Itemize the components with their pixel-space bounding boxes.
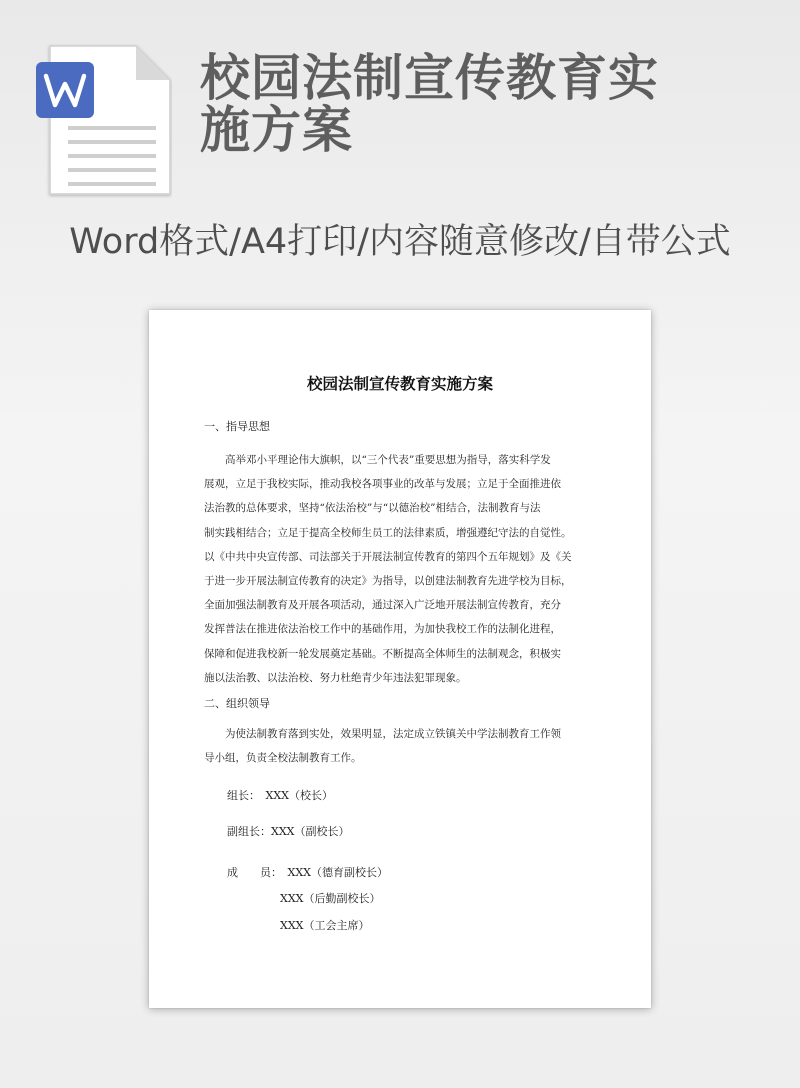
paragraph-line: 全面加强法制教育及开展各项活动，通过深入广泛地开展法制宣传教育，充分 xyxy=(204,599,561,612)
paragraph-line: 为使法制教育落到实处，效果明显，法定成立铁镇关中学法制教育工作领 xyxy=(204,728,561,740)
document-title: 校园法制宣传教育实施方案 xyxy=(306,374,493,393)
paragraph-line: 法治教的总体要求，坚持“依法治校”与“以德治校”相结合，法制教育与法 xyxy=(204,502,541,515)
format-subtitle: Word格式/A4打印/内容随意修改/自带公式 xyxy=(69,222,731,262)
word-file-icon xyxy=(36,44,172,198)
paragraph-line: 发挥普法在推进依法治校工作中的基础作用，为加快我校工作的法制化进程， xyxy=(204,623,561,636)
title-line-1: 校园法制宣传教育实 xyxy=(200,49,659,107)
page-title xyxy=(200,49,760,159)
section-heading-organization: 二、组织领导 xyxy=(204,697,270,710)
document-preview xyxy=(149,310,651,1008)
paragraph-line: 展观，立足于我校实际，推动我校各项事业的改革与发展；立足于全面推进依 xyxy=(204,478,561,491)
members-line: 成 员： XXX（德育副校长） xyxy=(227,866,388,879)
section-paragraph-organization xyxy=(204,722,602,770)
section-heading-guiding: 一、指导思想 xyxy=(204,420,270,433)
paragraph-line: 施以法治教、以法治校、努力杜绝青少年违法犯罪现象。 xyxy=(204,671,467,684)
paragraph-line: 高举邓小平理论伟大旗帜，以“三个代表”重要思想为指导，落实科学发 xyxy=(204,454,551,466)
leader-line: 组长： XXX（校长） xyxy=(227,789,333,802)
paragraph-line: 制实践相结合；立足于提高全校师生员工的法律素质，增强遵纪守法的自觉性。 xyxy=(204,526,572,539)
title-line-2: 施方案 xyxy=(200,101,353,159)
paragraph-line: 于进一步开展法制宣传教育的决定》为指导，以创建法制教育先进学校为目标， xyxy=(204,574,572,587)
section-paragraph-guiding xyxy=(204,448,602,690)
paragraph-line: 保障和促进我校新一轮发展奠定基础。不断提高全体师生的法制观念，积极实 xyxy=(204,647,561,660)
deputy-leader-line: 副组长：XXX（副校长） xyxy=(227,825,350,838)
paragraph-line: 以《中共中央宣传部、司法部关于开展法制宣传教育的第四个五年规划》及《关 xyxy=(204,550,572,563)
member-line: XXX（后勤副校长） xyxy=(280,892,381,905)
member-line: XXX（工会主席） xyxy=(280,919,370,932)
paragraph-line: 导小组，负责全校法制教育工作。 xyxy=(204,752,362,765)
